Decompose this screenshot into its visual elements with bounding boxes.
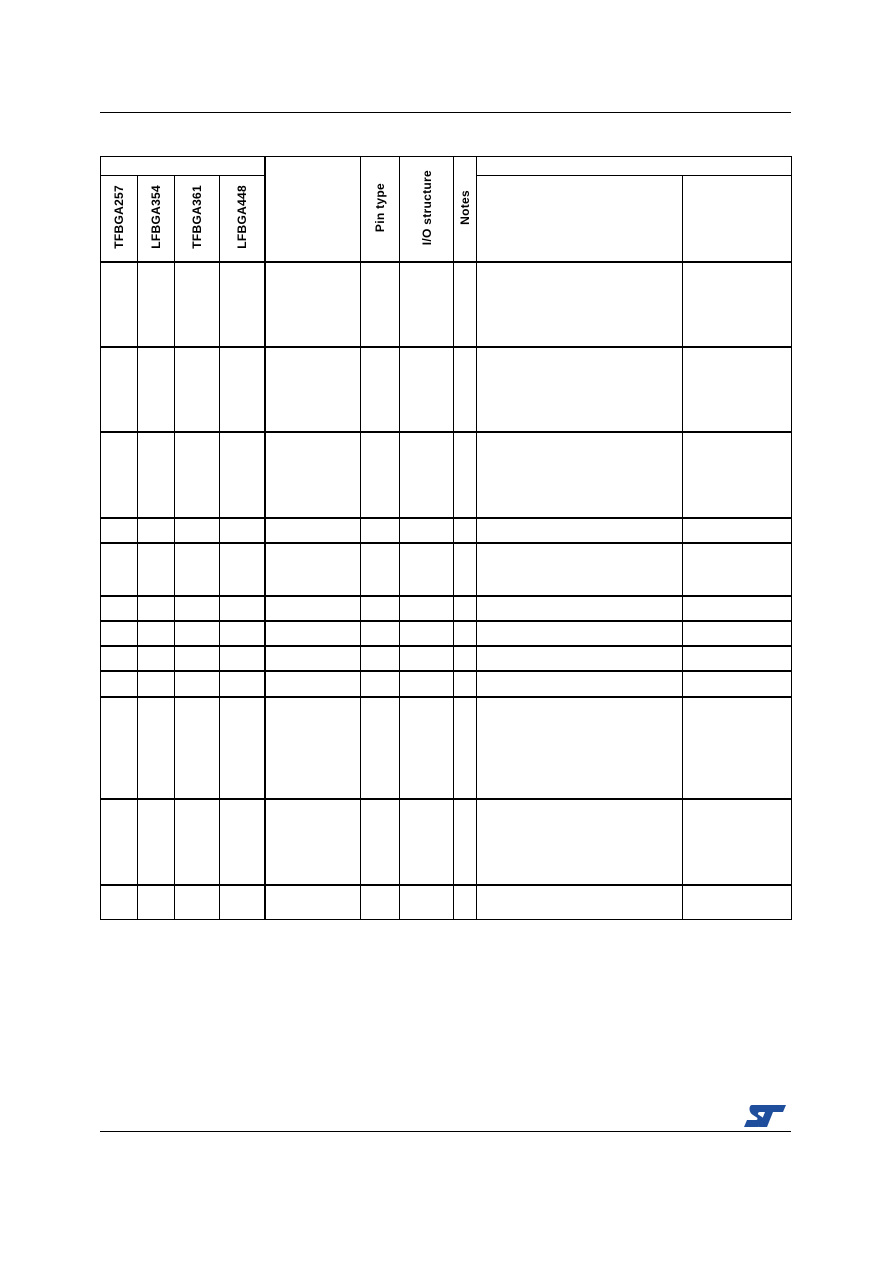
table-cell <box>361 621 400 646</box>
table-cell <box>220 543 265 596</box>
table-cell <box>220 518 265 543</box>
table-cell <box>683 596 792 621</box>
table-cell <box>220 596 265 621</box>
table-row <box>101 262 792 347</box>
table-body <box>101 262 792 920</box>
table-cell <box>138 621 175 646</box>
table-cell <box>683 646 792 671</box>
table-cell <box>220 671 265 697</box>
table-cell <box>175 347 220 432</box>
table-cell <box>400 262 454 347</box>
table-cell <box>265 646 361 671</box>
table-cell <box>361 646 400 671</box>
table-cell <box>400 432 454 518</box>
package-label: LFBGA448 <box>234 184 249 249</box>
alternate-functions-header <box>477 176 683 262</box>
table-row <box>101 799 792 885</box>
table-cell <box>477 621 683 646</box>
pin-type-label: Pin type <box>373 182 387 232</box>
table-cell <box>138 596 175 621</box>
table-cell <box>454 543 477 596</box>
package-group-header <box>101 157 265 176</box>
table-cell <box>265 799 361 885</box>
table-cell <box>477 697 683 799</box>
table-cell <box>138 543 175 596</box>
table-cell <box>454 799 477 885</box>
table-cell <box>101 596 138 621</box>
table-cell <box>400 347 454 432</box>
table-row <box>101 347 792 432</box>
table-cell <box>477 885 683 920</box>
table-cell <box>101 347 138 432</box>
table-cell <box>175 262 220 347</box>
table-row <box>101 432 792 518</box>
table-cell <box>400 697 454 799</box>
table-row <box>101 646 792 671</box>
table-cell <box>175 799 220 885</box>
table-cell <box>477 671 683 697</box>
table-cell <box>138 432 175 518</box>
table-cell <box>477 543 683 596</box>
table-cell <box>175 621 220 646</box>
table-cell <box>101 646 138 671</box>
table-cell <box>454 621 477 646</box>
table-cell <box>400 671 454 697</box>
table-cell <box>101 262 138 347</box>
table-cell <box>265 697 361 799</box>
table-cell <box>265 262 361 347</box>
pin-description-table <box>100 156 792 920</box>
package-header-tfbga257 <box>101 176 138 262</box>
footer-rule <box>100 1131 791 1132</box>
table-cell <box>477 432 683 518</box>
table-cell <box>220 432 265 518</box>
notes-header <box>454 157 477 262</box>
table-cell <box>265 543 361 596</box>
table-cell <box>175 671 220 697</box>
st-logo-icon <box>742 1103 788 1129</box>
table-cell <box>400 518 454 543</box>
table-cell <box>220 262 265 347</box>
table-cell <box>454 697 477 799</box>
table-cell <box>175 596 220 621</box>
table-cell <box>477 799 683 885</box>
table-cell <box>101 621 138 646</box>
table-cell <box>361 671 400 697</box>
table-cell <box>220 799 265 885</box>
table-row <box>101 518 792 543</box>
table-cell <box>220 697 265 799</box>
table-cell <box>101 518 138 543</box>
table-cell <box>361 543 400 596</box>
package-header-lfbga448 <box>220 176 265 262</box>
table-row <box>101 543 792 596</box>
table-cell <box>138 347 175 432</box>
table-row <box>101 671 792 697</box>
table-cell <box>138 646 175 671</box>
table-cell <box>683 432 792 518</box>
table-cell <box>477 347 683 432</box>
table-cell <box>400 543 454 596</box>
table-cell <box>683 671 792 697</box>
table-cell <box>138 885 175 920</box>
table-cell <box>138 262 175 347</box>
table-cell <box>683 518 792 543</box>
table-cell <box>138 518 175 543</box>
table-cell <box>400 646 454 671</box>
table-cell <box>454 885 477 920</box>
table-row <box>101 621 792 646</box>
io-structure-label: I/O structure <box>419 169 434 245</box>
table-cell <box>220 347 265 432</box>
table-cell <box>265 621 361 646</box>
table-cell <box>361 347 400 432</box>
table-cell <box>101 432 138 518</box>
table-cell <box>477 646 683 671</box>
io-structure-header <box>400 157 454 262</box>
table-cell <box>175 432 220 518</box>
table-cell <box>265 347 361 432</box>
table-cell <box>454 432 477 518</box>
table-cell <box>361 885 400 920</box>
table-cell <box>101 697 138 799</box>
table-cell <box>477 518 683 543</box>
package-header-lfbga354 <box>138 176 175 262</box>
package-label: TFBGA257 <box>112 184 126 249</box>
pin-name-header <box>265 157 361 262</box>
table-cell <box>400 885 454 920</box>
table-cell <box>361 799 400 885</box>
table-cell <box>477 596 683 621</box>
table-cell <box>265 596 361 621</box>
package-label: LFBGA354 <box>149 184 163 249</box>
table-cell <box>683 543 792 596</box>
table-cell <box>138 671 175 697</box>
table-cell <box>265 885 361 920</box>
table-cell <box>265 518 361 543</box>
table-cell <box>683 885 792 920</box>
table-cell <box>400 621 454 646</box>
table-cell <box>175 885 220 920</box>
table-cell <box>454 646 477 671</box>
table-row <box>101 885 792 920</box>
table-cell <box>361 596 400 621</box>
table-cell <box>683 262 792 347</box>
table-cell <box>220 885 265 920</box>
table-cell <box>265 671 361 697</box>
table-row <box>101 596 792 621</box>
table-cell <box>175 697 220 799</box>
table-row <box>101 697 792 799</box>
table-cell <box>175 646 220 671</box>
table-cell <box>683 799 792 885</box>
table-cell <box>361 518 400 543</box>
table-cell <box>220 646 265 671</box>
notes-label: Notes <box>458 189 472 225</box>
table-cell <box>265 432 361 518</box>
table-cell <box>400 799 454 885</box>
table-cell <box>454 671 477 697</box>
table-cell <box>477 262 683 347</box>
header-row-1 <box>101 157 792 176</box>
package-label: TFBGA361 <box>190 184 204 249</box>
table-cell <box>220 621 265 646</box>
table-cell <box>361 432 400 518</box>
additional-functions-header <box>683 176 792 262</box>
package-header-tfbga361 <box>175 176 220 262</box>
table-cell <box>454 347 477 432</box>
pin-functions-group-header <box>477 157 792 176</box>
table-cell <box>683 621 792 646</box>
table-cell <box>138 799 175 885</box>
table-cell <box>101 671 138 697</box>
table-cell <box>683 697 792 799</box>
table-cell <box>101 799 138 885</box>
pin-type-header <box>361 157 400 262</box>
table-cell <box>400 596 454 621</box>
table-cell <box>361 262 400 347</box>
table-cell <box>101 543 138 596</box>
table-cell <box>454 262 477 347</box>
header-rule <box>100 112 791 113</box>
table-cell <box>361 697 400 799</box>
table-cell <box>175 518 220 543</box>
table-cell <box>683 347 792 432</box>
table-cell <box>454 518 477 543</box>
table-cell <box>101 885 138 920</box>
table-cell <box>138 697 175 799</box>
table-cell <box>454 596 477 621</box>
table-cell <box>175 543 220 596</box>
